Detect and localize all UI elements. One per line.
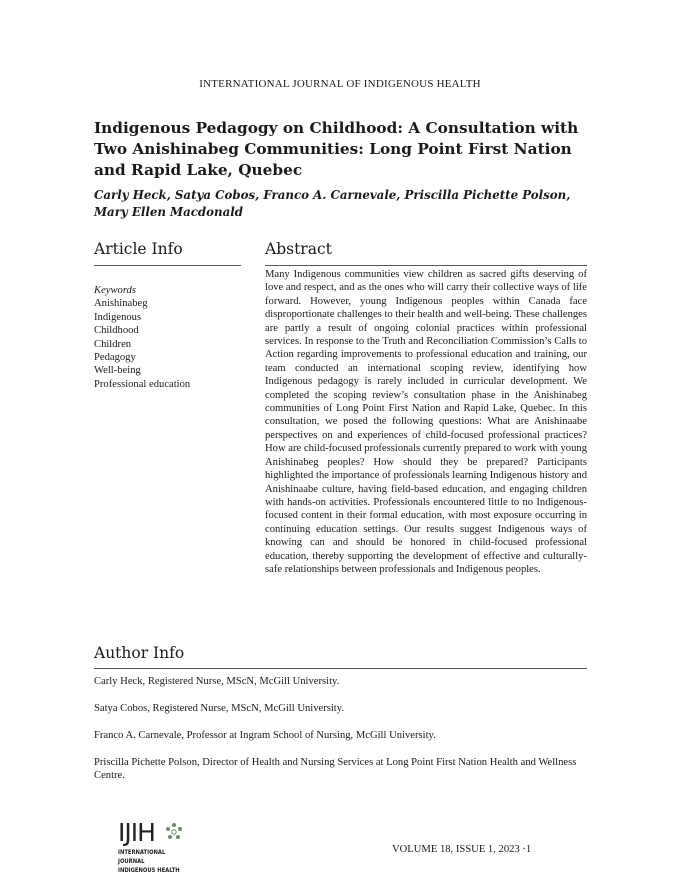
logo-line-1: INTERNATIONAL JOURNAL: [118, 848, 166, 865]
article-info-heading: Article Info: [94, 240, 183, 258]
author-entry: Priscilla Pichette Polson, Director of Health and Nursing Services at Long Point First Nation Health and Wellness Centre.: [94, 757, 577, 782]
keyword-item: Anishinabeg: [94, 298, 148, 310]
abstract-divider: [265, 265, 587, 266]
logo-line-2: INDIGENOUS HEALTH: [118, 866, 180, 874]
author-entry: Carly Heck, Registered Nurse, MScN, McGill University.: [94, 676, 340, 687]
author-entry: Satya Cobos, Registered Nurse, MScN, McGill University.: [94, 703, 345, 714]
keyword-item: Pedagogy: [94, 352, 136, 364]
journal-logo: [118, 820, 208, 872]
keyword-item: Children: [94, 338, 132, 350]
volume-issue-page: VOLUME 18, ISSUE 1, 2023 ·1: [392, 844, 532, 855]
journal-header: INTERNATIONAL JOURNAL OF INDIGENOUS HEALTH: [199, 78, 481, 90]
article-info-divider: [94, 265, 241, 266]
keyword-item: Well-being: [94, 365, 141, 377]
article-title: Indigenous Pedagogy on Childhood: A Consultation with Two Anishinabeg Communities: Long Point First Nation and Rapid Lake, Quebec: [94, 119, 579, 179]
abstract-heading: Abstract: [265, 240, 332, 258]
author-info-heading: Author Info: [94, 644, 185, 662]
author-info-divider: [94, 668, 587, 669]
keywords-title: Keywords: [94, 285, 136, 296]
keyword-item: Indigenous: [94, 311, 142, 323]
article-authors: Carly Heck, Satya Cobos, Franco A. Carnevale, Priscilla Pichette Polson, Mary Ellen Macdonald: [94, 188, 571, 219]
logo-letters: IJIH: [118, 818, 155, 847]
author-info-list: [94, 675, 594, 796]
abstract-text: Many Indigenous communities view children as sacred gifts deserving of love and respect, and as the ones who will carry their collective ways of life forward. However, young Indigenous peoples within Canada face disproportionate challenges to their health and well-being. These challenges are partly a result of ongoing colonial practices within professional services. In response to the Truth and Reconciliation Commission’s Calls to Action regarding improvements to professional education and training, our team conducted an international scoping review, identifying how Indigenous pedagogy is rarely included in curricular development. We completed the scoping review’s consultation phase in the Anishinabeg communities of Long Point First Nation and Rapid Lake, Quebec. In this consultation, we posed the following questions: What are Anishinaabe perspectives on and experiences of child-focused professional practices? How are child-focused professionals currently prepared to work with young Anishinabeg peoples? How should they be prepared? Participants highlighted the importance of professionals learning Indigenous history and Anishinaabe culture, having field-based education, and engaging children with hands-on activities. Professionals encountered little to no Indigenous-focused content in their formal education, with most exposure occurring in continuing education settings. Our results suggest Indigenous ways of knowing can and should be honored in child-focused professional education, thereby supporting the development of effective and culturally-safe relationships between professionals and Indigenous peoples.: [265, 269, 587, 575]
logo-star-icon: [164, 822, 184, 842]
author-entry: Franco A. Carnevale, Professor at Ingram School of Nursing, McGill University.: [94, 730, 436, 741]
keyword-item: Professional education: [94, 378, 191, 390]
logo-subtitle: [118, 848, 192, 875]
keyword-item: Childhood: [94, 325, 139, 337]
keywords-block: [94, 284, 254, 391]
